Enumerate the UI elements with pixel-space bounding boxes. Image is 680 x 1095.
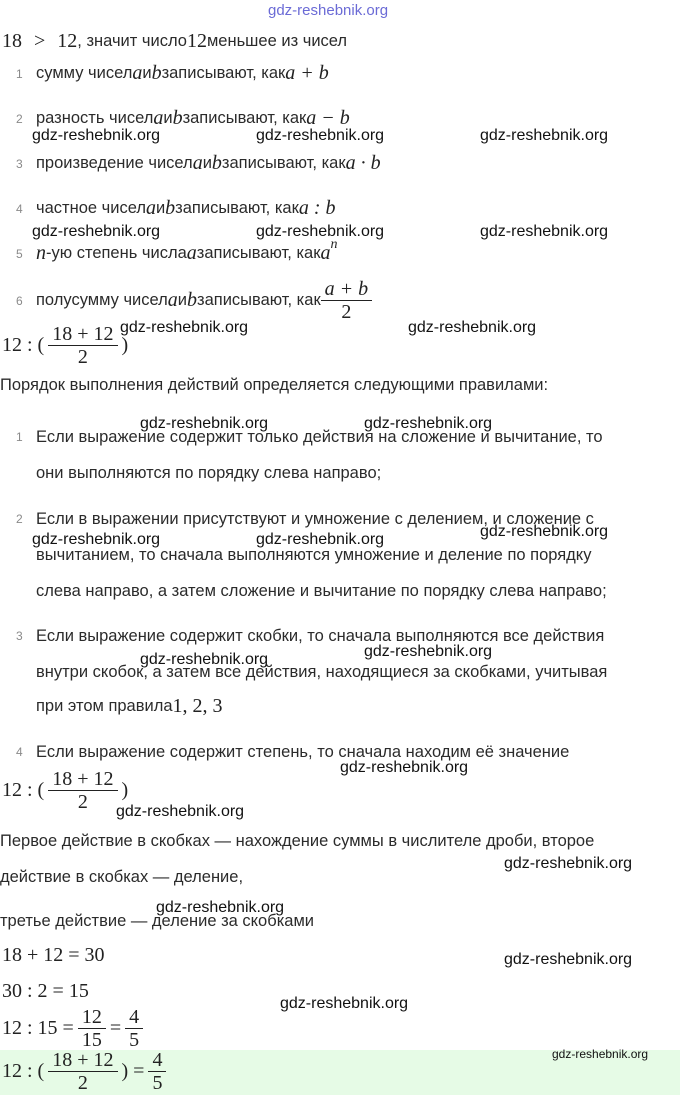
watermark: gdz-reshebnik.org — [116, 803, 245, 820]
watermark: gdz-reshebnik.org — [504, 951, 633, 968]
rule-line: они выполняются по порядку слева направо; — [36, 464, 382, 482]
fraction-denominator: 2 — [77, 1072, 88, 1094]
intro-text-2: меньшее из чисел — [206, 32, 348, 50]
list-number: 6 — [16, 293, 23, 308]
rule-text: записывают, как — [175, 199, 299, 217]
answer-fraction — [48, 1049, 117, 1094]
intro-number-b: 12 — [57, 30, 78, 52]
list-number: 4 — [16, 745, 23, 759]
fraction-denominator: 5 — [152, 1072, 163, 1094]
step-fraction-1 — [78, 1006, 106, 1051]
var-b: b — [151, 62, 162, 84]
rule-line: внутри скобок, а затем все действия, находящиеся за скобками, учитывая — [36, 663, 608, 681]
fraction-numerator: 18 + 12 — [48, 768, 117, 791]
watermark: gdz-reshebnik.org — [480, 523, 609, 540]
watermark: gdz-reshebnik.org — [140, 415, 269, 432]
answer-close: ) = — [121, 1060, 145, 1082]
intro-number-c: 12 — [186, 30, 207, 52]
rule-text: записывают, как — [196, 244, 321, 262]
answer-result-fraction — [148, 1049, 166, 1094]
half-sum-fraction — [321, 278, 373, 323]
var-a: a — [192, 152, 203, 174]
var-b: b — [187, 289, 198, 311]
fraction-denominator: 2 — [77, 791, 88, 813]
step-1: 18 + 12 = 30 — [2, 944, 105, 966]
list-number: 3 — [16, 156, 23, 171]
rule-text: записывают, как — [161, 64, 286, 82]
rule-expression: a · b — [345, 152, 381, 174]
list-number: 5 — [16, 246, 23, 261]
var-a: a — [186, 242, 197, 264]
rule-text: и — [163, 109, 173, 127]
intro-operator: > — [34, 30, 46, 52]
var-a: a — [167, 289, 178, 311]
rule-text: при этом правила — [36, 697, 173, 715]
expr-lead: 12 : ( — [2, 779, 45, 801]
rule1-item — [16, 152, 381, 175]
rule-text: и — [155, 199, 166, 217]
watermark: gdz-reshebnik.org — [480, 223, 609, 240]
rule-line: Если выражение содержит скобки, то сначала выполняются все действия — [36, 627, 605, 645]
rule-text: и — [202, 154, 212, 172]
watermark-corner: gdz-reshebnik.org — [552, 1047, 649, 1061]
rule-text: записывают, как — [182, 109, 307, 127]
rule-expression: a + b — [285, 62, 329, 84]
list-number: 3 — [16, 629, 23, 643]
rule-text: частное чисел — [36, 199, 146, 217]
rule-text: записывают, как — [221, 154, 346, 172]
var-a: a — [145, 197, 156, 219]
watermark: gdz-reshebnik.org — [32, 223, 161, 240]
fraction-numerator: 18 + 12 — [48, 323, 117, 346]
watermark: gdz-reshebnik.org — [408, 319, 537, 336]
expression-2 — [2, 768, 128, 813]
fraction-denominator: 2 — [341, 301, 352, 323]
watermark: gdz-reshebnik.org — [256, 223, 385, 240]
var-b: b — [211, 152, 222, 174]
var-b: b — [172, 107, 183, 129]
var-n: n — [36, 242, 46, 264]
expr-close: ) — [121, 334, 129, 356]
fraction-numerator: 4 — [148, 1049, 166, 1072]
explain-line: третье действие — деление за скобками — [0, 912, 315, 930]
fraction-numerator: 4 — [125, 1006, 143, 1029]
step-lead: 12 : 15 = — [2, 1017, 74, 1039]
explain-line: действие в скобках — деление, — [0, 868, 244, 886]
watermark-top: gdz-reshebnik.org — [268, 2, 389, 19]
watermark: gdz-reshebnik.org — [504, 855, 633, 872]
fraction-numerator: a + b — [321, 278, 373, 301]
watermark: gdz-reshebnik.org — [256, 127, 385, 144]
step-fraction-2 — [125, 1006, 143, 1051]
intro-line — [2, 30, 347, 53]
rule-line: вычитанием, то сначала выполняются умножение и деление по порядку — [36, 546, 592, 564]
rule-line: Если выражение содержит степень, то сначала находим её значение — [36, 743, 570, 761]
fraction-denominator: 5 — [129, 1029, 140, 1051]
list-number: 2 — [16, 512, 23, 526]
watermark: gdz-reshebnik.org — [120, 319, 249, 336]
list-number: 1 — [16, 430, 23, 444]
rule1-item — [16, 197, 336, 220]
rule-line — [36, 695, 223, 718]
watermark: gdz-reshebnik.org — [480, 127, 609, 144]
expr-fraction — [48, 323, 117, 368]
watermark: gdz-reshebnik.org — [32, 127, 161, 144]
rule-text: сумму чисел — [36, 64, 133, 82]
rule-text: разность чисел — [36, 109, 154, 127]
expr-fraction — [48, 768, 117, 813]
order-heading: Порядок выполнения действий определяется следующими правилами: — [0, 376, 549, 394]
step-3 — [2, 1006, 143, 1051]
rule-line: Если выражение содержит только действия на сложение и вычитание, то — [36, 428, 603, 446]
rule1-item — [16, 278, 372, 323]
var-b: b — [165, 197, 176, 219]
power-exponent: n — [330, 236, 338, 252]
intro-number-a: 18 — [2, 30, 22, 52]
watermark: gdz-reshebnik.org — [156, 899, 285, 916]
expr-lead: 12 : ( — [2, 334, 45, 356]
watermark: gdz-reshebnik.org — [32, 531, 161, 548]
var-a: a — [153, 107, 164, 129]
fraction-denominator: 15 — [81, 1029, 102, 1051]
final-answer — [2, 1049, 166, 1094]
watermark: gdz-reshebnik.org — [340, 759, 469, 776]
step-2: 30 : 2 = 15 — [2, 980, 89, 1002]
rule-text: -ую степень числа — [46, 244, 187, 262]
rule-numbers: 1, 2, 3 — [172, 695, 223, 717]
list-number: 1 — [16, 66, 23, 81]
rule-line: Если в выражении присутствуют и умножение с делением, и сложение с — [36, 510, 594, 528]
rule-text: и — [177, 291, 188, 309]
expr-close: ) — [121, 779, 129, 801]
step-equals: = — [109, 1017, 122, 1039]
rule-line: слева направо, а затем сложение и вычитание по порядку слева направо; — [36, 582, 607, 600]
rule-text: произведение чисел — [36, 154, 193, 172]
rule-expression: a − b — [306, 107, 350, 129]
explain-line: Первое действие в скобках — нахождение суммы в числителе дроби, второе — [0, 832, 595, 850]
watermark: gdz-reshebnik.org — [256, 531, 385, 548]
fraction-numerator: 18 + 12 — [48, 1049, 117, 1072]
rule-expression: a : b — [298, 197, 336, 219]
list-number: 4 — [16, 201, 23, 216]
rule-text: и — [142, 64, 152, 82]
rule1-item — [16, 62, 329, 85]
expression-1 — [2, 323, 128, 368]
power-base: a — [320, 242, 331, 264]
var-a: a — [132, 62, 143, 84]
rule-text: записывают, как — [197, 291, 321, 309]
fraction-numerator: 12 — [78, 1006, 106, 1029]
watermark: gdz-reshebnik.org — [364, 415, 493, 432]
list-number: 2 — [16, 111, 23, 126]
fraction-denominator: 2 — [77, 346, 88, 368]
watermark: gdz-reshebnik.org — [364, 643, 493, 660]
rule-text: полусумму чисел — [36, 291, 168, 309]
answer-lead: 12 : ( — [2, 1060, 45, 1082]
intro-text-1: , значит число — [77, 32, 187, 50]
watermark: gdz-reshebnik.org — [140, 651, 269, 668]
rule1-item — [16, 236, 338, 265]
watermark: gdz-reshebnik.org — [280, 995, 409, 1012]
